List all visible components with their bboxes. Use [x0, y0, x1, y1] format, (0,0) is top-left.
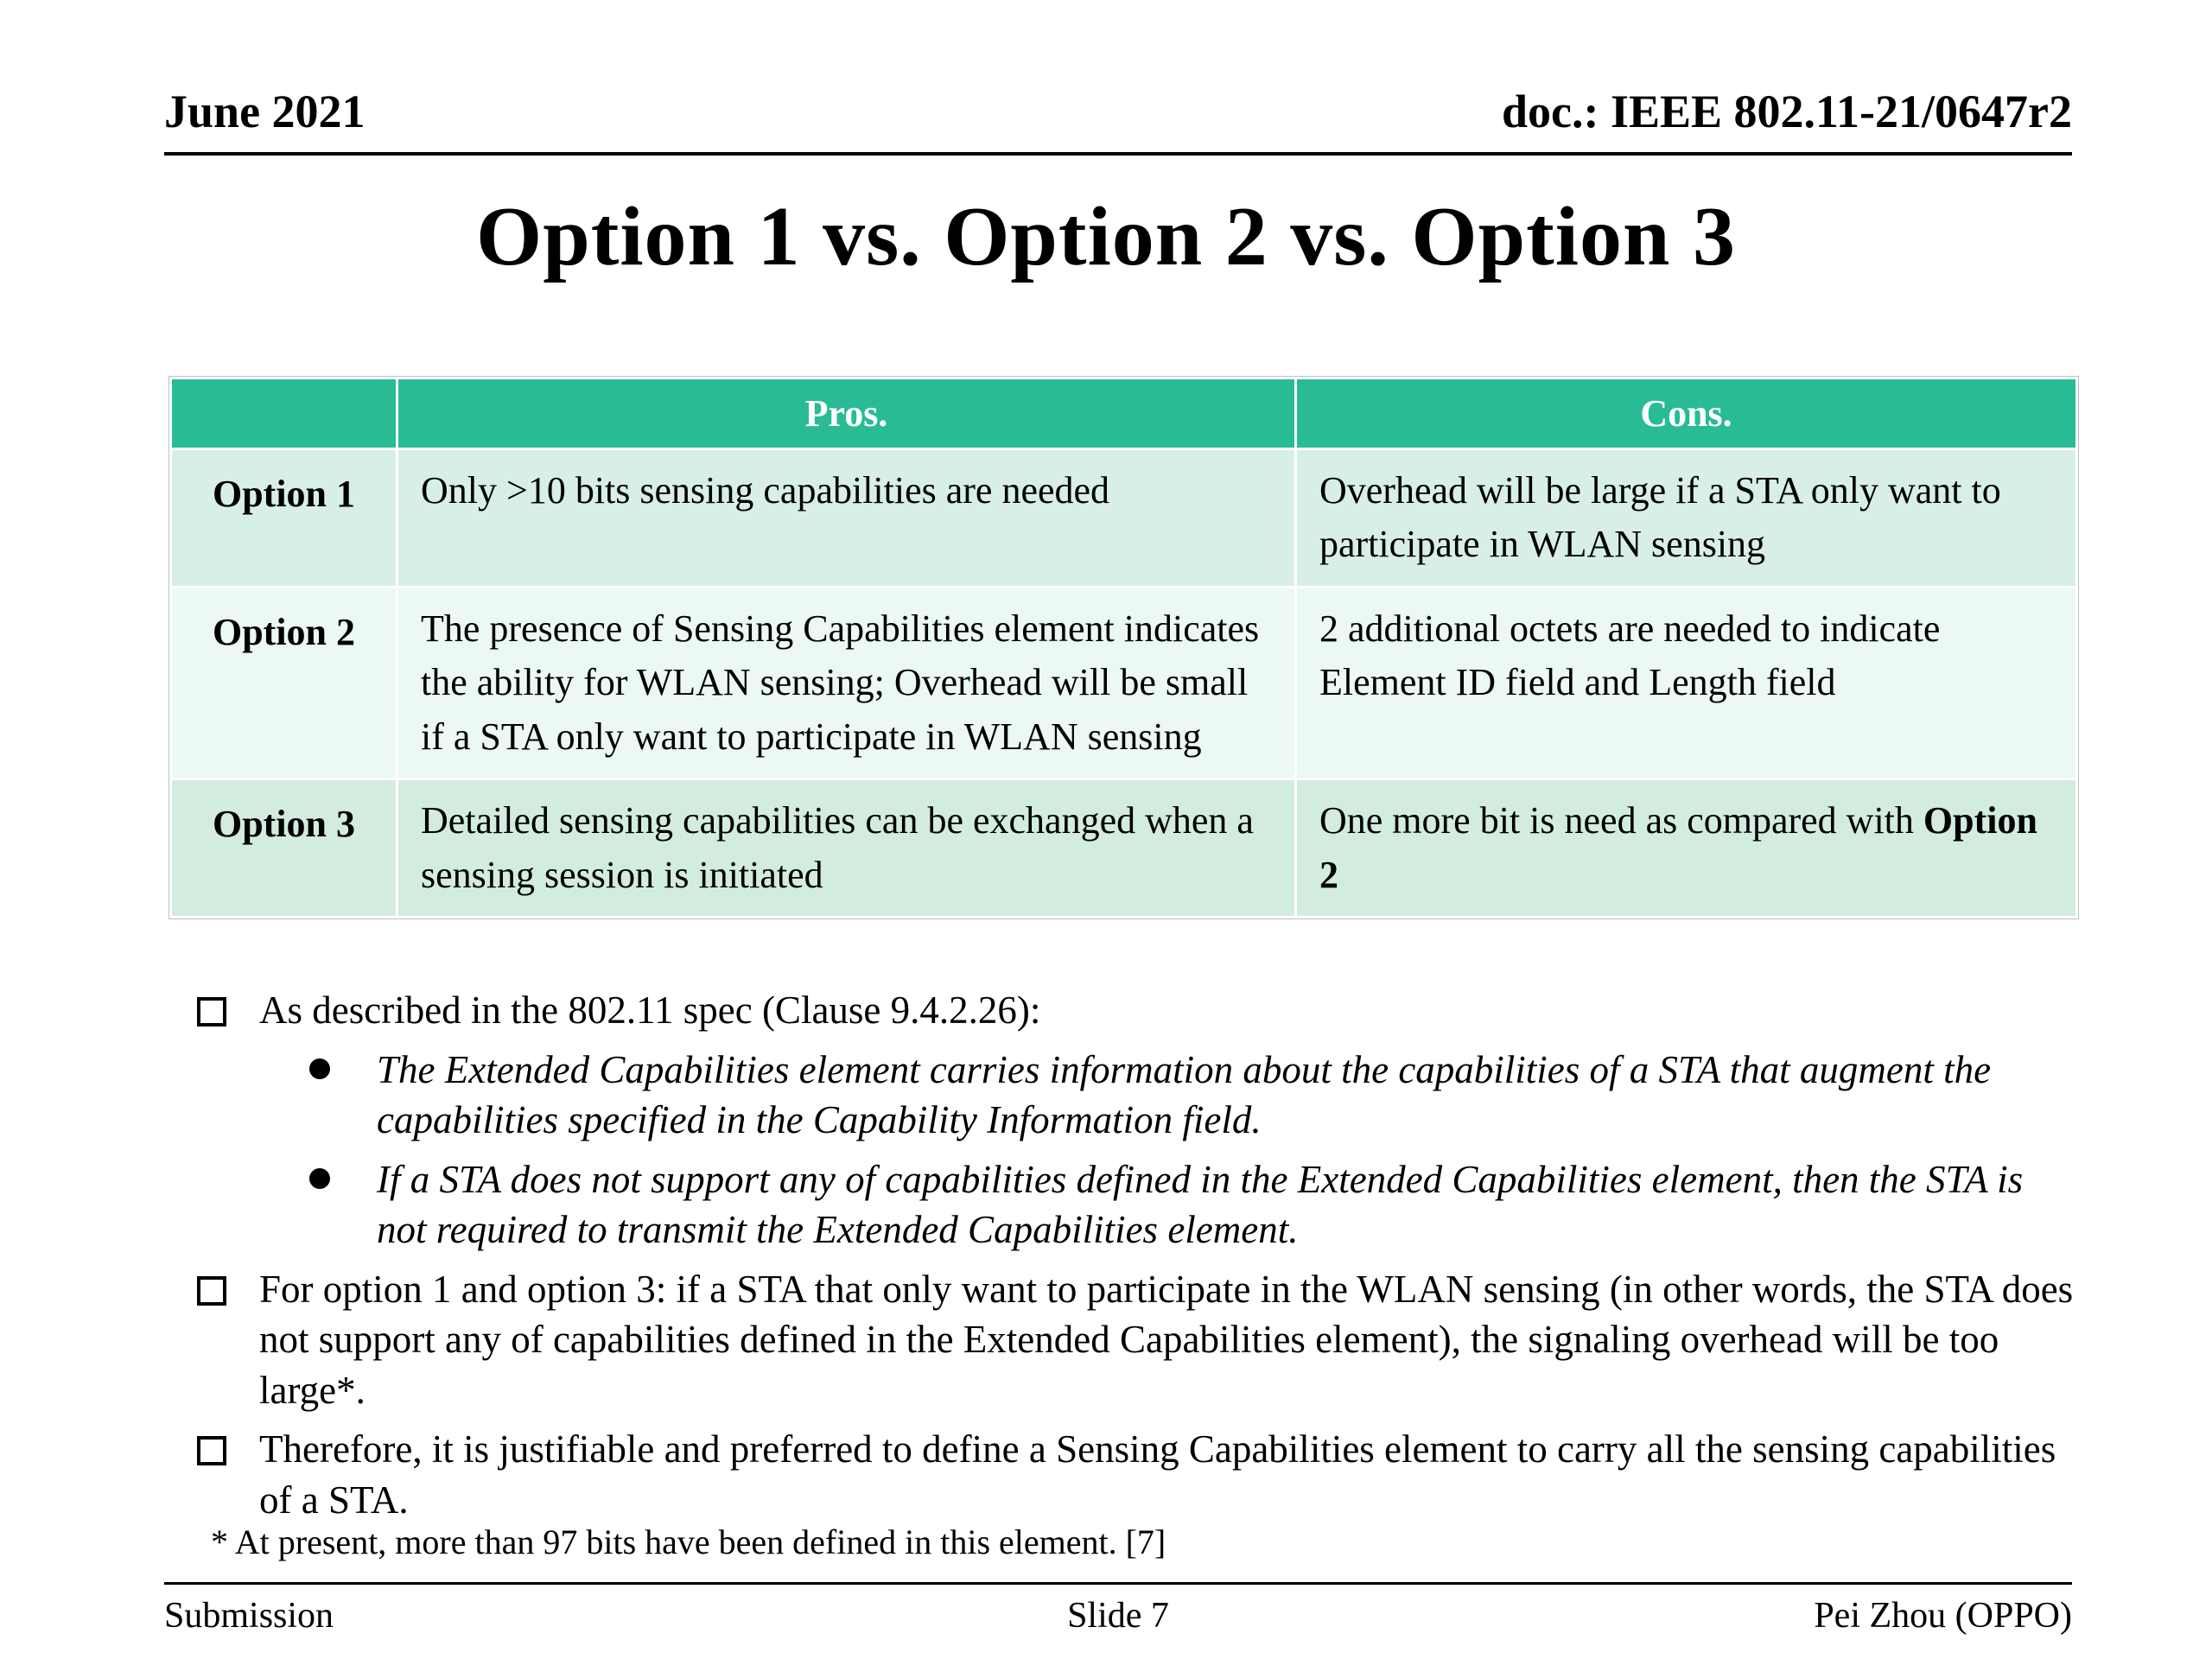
table-row — [171, 587, 2077, 779]
table-row — [171, 449, 2077, 588]
bullet-item — [197, 985, 2074, 1036]
pros-cell: Only >10 bits sensing capabilities are needed — [397, 449, 1296, 588]
bullet-text: For option 1 and option 3: if a STA that only want to participate in the WLAN sensing (in other words, the STA does not support any of capabilities defined in the Extended Capabilities element), the signaling overhead will be too large*. — [259, 1267, 2074, 1412]
sub-bullet-item — [197, 1154, 2074, 1255]
slide-footer — [164, 1582, 2072, 1637]
footnote: * At present, more than 97 bits have been defined in this element. [7] — [211, 1522, 1166, 1561]
option-label: Option 2 — [171, 587, 397, 779]
table-row — [171, 779, 2077, 918]
square-bullet-icon — [197, 1436, 226, 1465]
footer-submission: Submission — [164, 1596, 334, 1636]
bullet-text: As described in the 802.11 spec (Clause 9.4.2.26): — [259, 988, 1041, 1032]
footer-slide-number: Slide 7 — [1067, 1596, 1169, 1636]
pros-cell: The presence of Sensing Capabilities element indicates the ability for WLAN sensing; Overhead will be small if a STA only want to participate in WLAN sensing — [397, 587, 1296, 779]
table-header-row — [171, 378, 2077, 449]
cons-cell — [1296, 779, 2077, 918]
cons-bold-text: Option 2 — [1319, 799, 2037, 896]
sub-bullet-item — [197, 1045, 2074, 1146]
sub-bullet-text: If a STA does not support any of capabilities defined in the Extended Capabilities element, then the STA is not required to transmit the Extended Capabilities element. — [377, 1157, 2024, 1251]
option-label: Option 3 — [171, 779, 397, 918]
comparison-table — [169, 377, 2078, 918]
disc-bullet-icon — [309, 1168, 330, 1189]
cons-cell: 2 additional octets are needed to indicate Element ID field and Length field — [1296, 587, 2077, 779]
header-doc-number: doc.: IEEE 802.11-21/0647r2 — [1501, 86, 2072, 137]
footer-author: Pei Zhou (OPPO) — [1814, 1596, 2072, 1636]
cons-text: One more bit is need as compared with — [1319, 799, 1923, 842]
cons-cell: Overhead will be large if a STA only want to participate in WLAN sensing — [1296, 449, 2077, 588]
header-date: June 2021 — [164, 86, 365, 137]
sub-bullet-text: The Extended Capabilities element carries information about the capabilities of a STA that augment the capabilities specified in the Capability Information field. — [377, 1047, 1992, 1141]
bullet-item — [197, 1264, 2074, 1416]
pros-cell: Detailed sensing capabilities can be exchanged when a sensing session is initiated — [397, 779, 1296, 918]
slide-header — [164, 85, 2072, 156]
disc-bullet-icon — [309, 1058, 330, 1079]
option-label: Option 1 — [171, 449, 397, 588]
bullet-item — [197, 1424, 2074, 1525]
bullet-text: Therefore, it is justifiable and preferred to define a Sensing Capabilities element to carry all the sensing capabilities of a STA. — [259, 1427, 2056, 1522]
cons-column-header: Cons. — [1296, 378, 2077, 449]
square-bullet-icon — [197, 1276, 226, 1306]
table-corner-cell — [171, 378, 397, 449]
bullet-list — [197, 985, 2074, 1534]
pros-column-header: Pros. — [397, 378, 1296, 449]
square-bullet-icon — [197, 997, 226, 1027]
page-title: Option 1 vs. Option 2 vs. Option 3 — [475, 190, 1737, 283]
